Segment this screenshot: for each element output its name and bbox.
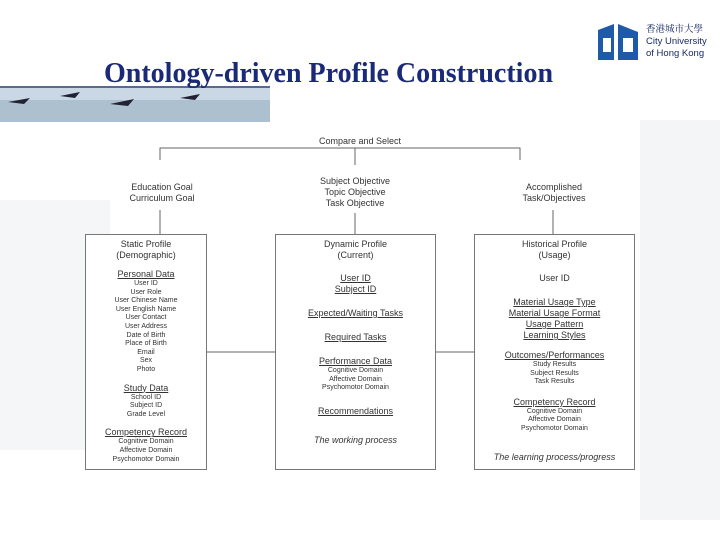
dynamic-profile-content xyxy=(275,239,436,446)
compare-line xyxy=(160,148,520,160)
personal-item: User Contact xyxy=(125,314,167,322)
historical-profile-title: Historical Profile xyxy=(521,239,588,249)
curriculum-goal-text: Curriculum Goal xyxy=(129,193,195,203)
accomplished-block xyxy=(492,182,616,204)
outcome-item: Subject Results xyxy=(530,369,579,377)
outcome-item: Study Results xyxy=(532,361,577,368)
performance-item: Psychomotor Domain xyxy=(322,384,389,392)
education-goal-text: Education Goal xyxy=(131,182,193,192)
education-goal-block xyxy=(100,182,224,204)
study-item: Grade Level xyxy=(126,410,166,418)
personal-item: User Address xyxy=(124,322,168,330)
personal-item: User Chinese Name xyxy=(114,297,178,305)
static-profile-content xyxy=(85,239,207,464)
performance-item: Affective Domain xyxy=(329,375,382,383)
personal-item: Email xyxy=(137,348,155,356)
task-objective-text: Task Objective xyxy=(325,198,385,208)
material-item: Learning Styles xyxy=(523,330,586,340)
static-profile-title: Static Profile xyxy=(120,239,172,249)
task-objectives-text: Task/Objectives xyxy=(522,193,586,203)
static-profile-subtitle: (Demographic) xyxy=(116,250,176,260)
personal-item: Place of Birth xyxy=(125,340,167,348)
historical-user-id: User ID xyxy=(539,273,570,283)
slide-title: Ontology-driven Profile Construction xyxy=(104,58,554,89)
accomplished-text: Accomplished xyxy=(525,182,583,192)
material-item: Material Usage Format xyxy=(508,308,601,318)
working-process-caption: The working process xyxy=(313,434,398,445)
historical-profile-subtitle: (Usage) xyxy=(538,250,571,260)
logo-line-2: of Hong Kong xyxy=(646,48,705,59)
material-item: Material Usage Type xyxy=(513,297,596,307)
personal-item: Date of Birth xyxy=(126,331,166,339)
logo-line-chinese: 香港城市大學 xyxy=(646,24,704,35)
performance-data-heading: Performance Data xyxy=(318,356,393,366)
historical-competency-item: Affective Domain xyxy=(528,416,581,424)
outcome-item: Task Results xyxy=(534,378,575,386)
expected-tasks: Expected/Waiting Tasks xyxy=(307,308,404,318)
logo-line-1: City University xyxy=(646,36,707,47)
recommendations: Recommendations xyxy=(317,405,394,416)
study-data-heading: Study Data xyxy=(123,382,169,393)
historical-profile-content xyxy=(474,239,635,463)
historical-competency-item: Cognitive Domain xyxy=(526,407,583,415)
compare-select-label: Compare and Select xyxy=(318,136,402,146)
dynamic-user-id: User ID xyxy=(340,273,371,283)
competency-record-heading: Competency Record xyxy=(104,427,188,438)
learning-process-caption: The learning process/progress xyxy=(493,451,616,462)
outcomes-heading: Outcomes/Performances xyxy=(504,350,605,360)
performance-item: Cognitive Domain xyxy=(327,367,384,374)
personal-data-heading: Personal Data xyxy=(117,269,175,279)
personal-item: Sex xyxy=(139,357,153,365)
personal-item: User Role xyxy=(130,288,162,296)
required-tasks: Required Tasks xyxy=(324,332,387,342)
topic-objective-text: Topic Objective xyxy=(324,187,386,197)
dynamic-profile-title: Dynamic Profile xyxy=(323,239,388,249)
competency-item: Psychomotor Domain xyxy=(112,455,180,463)
personal-item: Photo xyxy=(136,365,156,373)
study-item: Subject ID xyxy=(129,402,163,410)
subject-objective-text: Subject Objective xyxy=(319,176,391,186)
historical-competency-heading: Competency Record xyxy=(513,396,596,407)
historical-competency-item: Psychomotor Domain xyxy=(521,424,588,432)
study-item: School ID xyxy=(130,393,162,401)
dynamic-profile-subtitle: (Current) xyxy=(337,250,374,260)
material-item: Usage Pattern xyxy=(525,319,584,329)
subject-objective-block xyxy=(290,176,420,209)
personal-item: User English Name xyxy=(115,305,177,313)
dynamic-subject-id: Subject ID xyxy=(334,284,377,294)
competency-item: Cognitive Domain xyxy=(118,438,174,446)
personal-item: User ID xyxy=(134,280,158,287)
competency-item: Affective Domain xyxy=(119,446,173,454)
